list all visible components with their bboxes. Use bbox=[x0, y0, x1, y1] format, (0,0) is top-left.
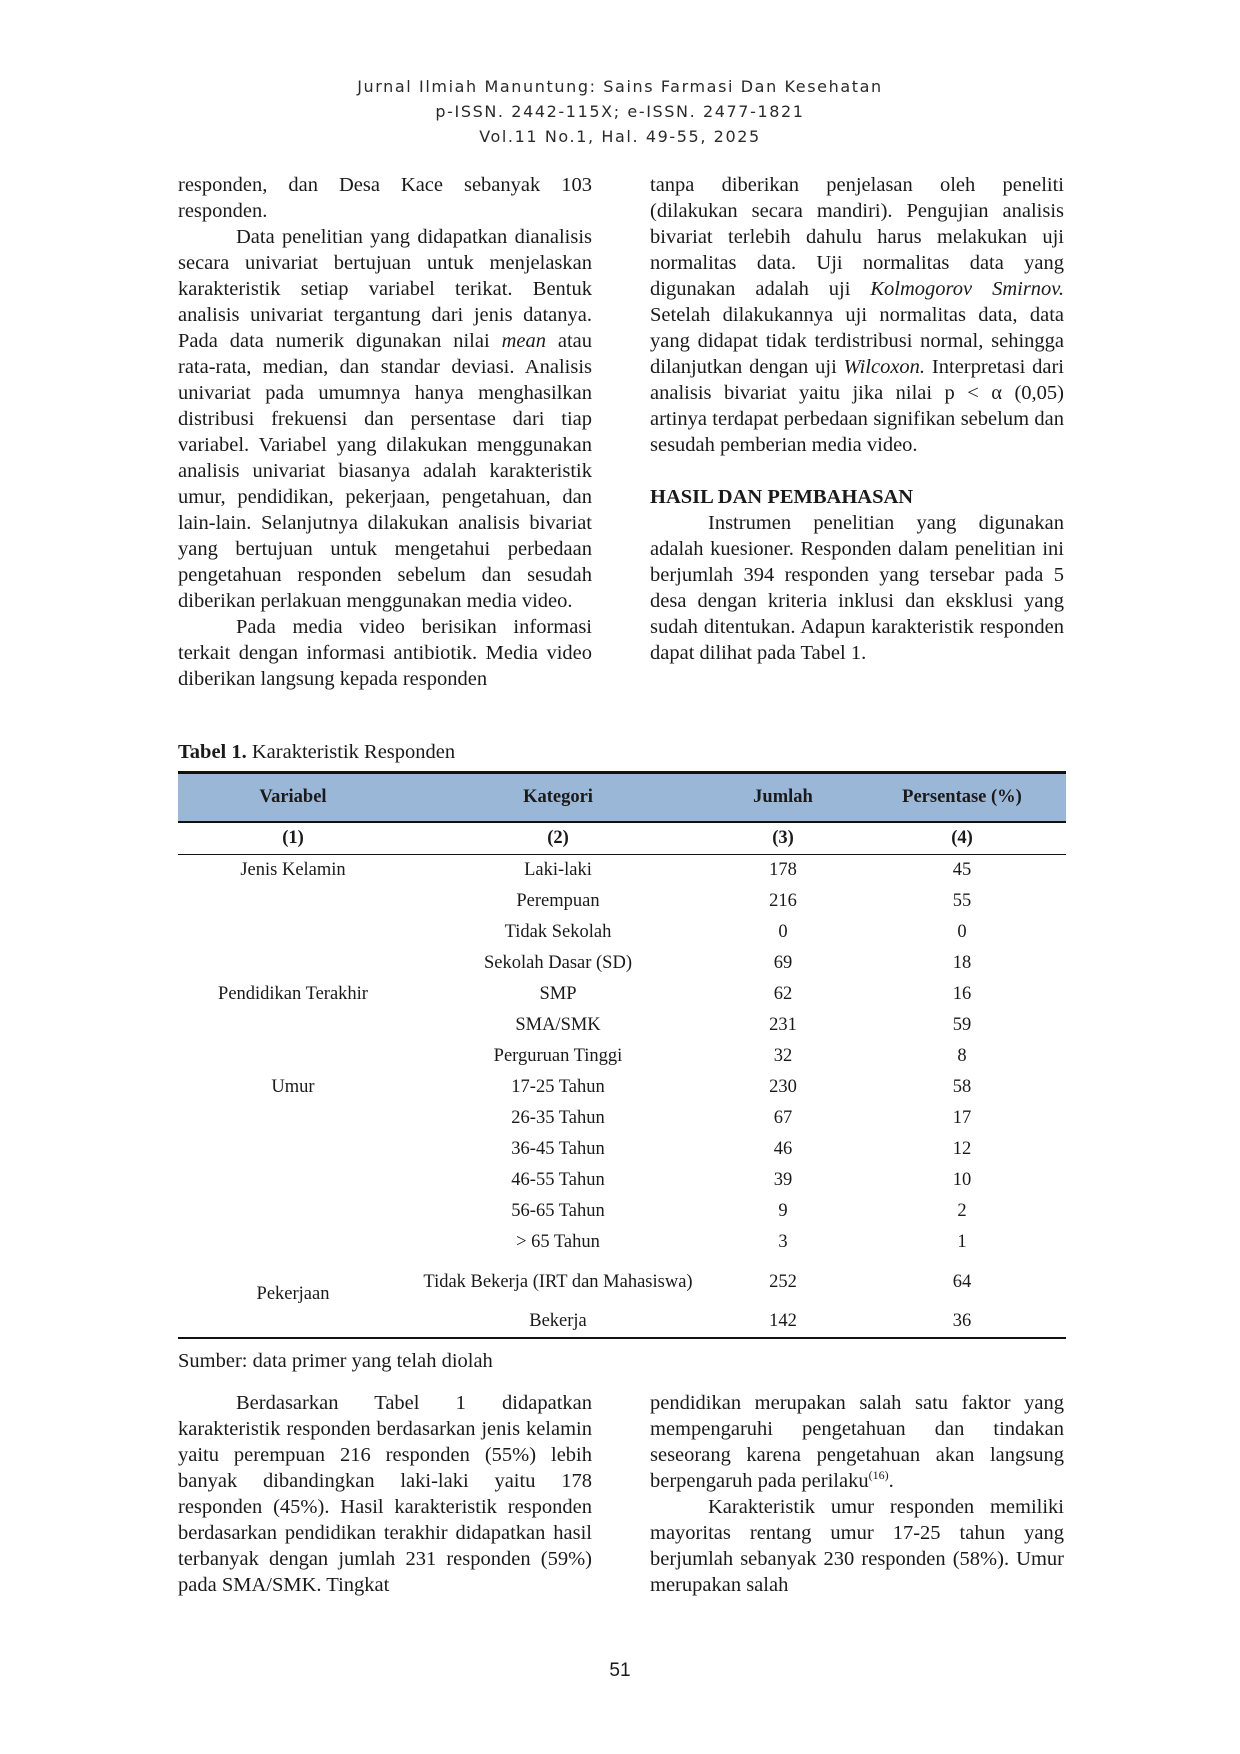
table-cell bbox=[178, 1103, 408, 1134]
paragraph: Pada media video berisikan informasi terkait dengan informasi antibiotik. Media video diberikan langsung kepada responden bbox=[178, 616, 592, 690]
table-caption bbox=[178, 741, 455, 764]
table-cell: 10 bbox=[952, 1170, 972, 1190]
table-cell: 9 bbox=[778, 1201, 788, 1221]
table-cell bbox=[178, 917, 408, 948]
table-column-number-row bbox=[178, 822, 1066, 855]
caption-text: Karakteristik Responden bbox=[246, 741, 456, 763]
table-header-row bbox=[178, 773, 1066, 823]
table-cell bbox=[178, 1227, 408, 1258]
table-cell: Pendidikan Terakhir bbox=[218, 984, 368, 1004]
table-cell: (2) bbox=[408, 822, 708, 855]
table-cell: 39 bbox=[773, 1170, 793, 1190]
table-cell: 36-45 Tahun bbox=[511, 1139, 605, 1159]
page-number: 51 bbox=[609, 1660, 631, 1681]
table-cell: 46-55 Tahun bbox=[511, 1170, 605, 1190]
table-cell: Perempuan bbox=[516, 891, 600, 911]
journal-title: Jurnal Ilmiah Manuntung: Sains Farmasi Dan Kesehatan bbox=[357, 77, 883, 96]
table-source: Sumber: data primer yang telah diolah bbox=[178, 1350, 493, 1372]
journal-volume: Vol.11 No.1, Hal. 49-55, 2025 bbox=[479, 127, 761, 146]
table-cell: Tidak Sekolah bbox=[504, 922, 612, 942]
table-cell bbox=[178, 1306, 408, 1338]
table-cell: 8 bbox=[957, 1046, 967, 1066]
table-cell: 216 bbox=[769, 891, 797, 911]
paragraph: Berdasarkan Tabel 1 didapatkan karakteristik responden berdasarkan jenis kelamin yaitu perempuan 216 responden (55%) lebih banyak dibandingkan laki-laki yaitu 178 responden (45%). Hasil karakteristik responden berdasarkan pendidikan terakhir didapatkan hasil terbanyak dengan jumlah 231 responden (59%) pada SMA/SMK. Tingkat bbox=[178, 1392, 592, 1596]
paragraph: responden, dan Desa Kace sebanyak 103 responden. bbox=[178, 174, 592, 222]
table-row bbox=[178, 917, 1066, 948]
table-row bbox=[178, 1103, 1066, 1134]
right-column-bottom bbox=[650, 1390, 1064, 1598]
text: Setelah dilakukannya uji normalitas data, data yang didapat tidak terdistribusi normal, sehingga dilanjutkan dengan uji bbox=[650, 304, 1064, 378]
table-cell bbox=[178, 1196, 408, 1227]
table-cell: 58 bbox=[952, 1077, 972, 1097]
table-cell: 2 bbox=[957, 1201, 967, 1221]
table-cell: 17-25 Tahun bbox=[511, 1077, 605, 1097]
table-cell: 32 bbox=[773, 1046, 793, 1066]
table-header-cell: Kategori bbox=[408, 773, 708, 823]
table-cell: Pekerjaan bbox=[256, 1284, 330, 1304]
table-header-cell: Persentase (%) bbox=[858, 773, 1066, 823]
citation: (16) bbox=[868, 1468, 889, 1483]
text: Data penelitian yang didapatkan dianalisis secara univariat bertujuan untuk menjelaskan karakteristik setiap variabel terikat. Bentuk analisis univariat tergantung dari jenis datanya. Pada data numerik digunakan nilai bbox=[178, 226, 592, 352]
paragraph bbox=[650, 172, 1064, 458]
text: atau rata-rata, median, dan standar deviasi. Analisis univariat pada umumnya hanya menghasilkan distribusi frekuensi dan persentase dari tiap variabel. Variabel yang dilakukan menggunakan analisis univariat biasanya adalah karakteristik umur, pendidikan, pekerjaan, pengetahuan, dan lain-lain. Selanjutnya dilakukan analisis bivariat yang bertujuan untuk mengetahui perbedaan pengetahuan responden sebelum dan sesudah diberikan perlakuan menggunakan media video. bbox=[178, 330, 592, 612]
table-cell: SMA/SMK bbox=[515, 1015, 601, 1035]
table-cell: SMP bbox=[539, 984, 577, 1004]
table-cell: 26-35 Tahun bbox=[511, 1108, 605, 1128]
table-cell: 59 bbox=[952, 1015, 972, 1035]
table-cell: Tidak Bekerja (IRT dan Mahasiswa) bbox=[423, 1271, 693, 1292]
paragraph: Karakteristik umur responden memiliki mayoritas rentang umur 17-25 tahun yang berjumlah sebanyak 230 responden (58%). Umur merupakan salah bbox=[650, 1496, 1064, 1596]
journal-issn: p-ISSN. 2442-115X; e-ISSN. 2477-1821 bbox=[435, 102, 805, 121]
paragraph: Instrumen penelitian yang digunakan adalah kuesioner. Responden dalam penelitian ini berjumlah 394 responden yang tersebar pada 5 desa dengan kriteria inklusi dan eksklusi yang sudah ditentukan. Adapun karakteristik responden dapat dilihat pada Tabel 1. bbox=[650, 512, 1064, 664]
table-cell: 67 bbox=[773, 1108, 793, 1128]
table-cell: 230 bbox=[769, 1077, 797, 1097]
table-row bbox=[178, 1072, 1066, 1103]
emphasis: mean bbox=[501, 330, 546, 352]
table-cell: 56-65 Tahun bbox=[511, 1201, 605, 1221]
table-header-cell: Jumlah bbox=[708, 773, 858, 823]
text: . bbox=[888, 1470, 894, 1492]
table-cell: 17 bbox=[952, 1108, 972, 1128]
table-row bbox=[178, 1010, 1066, 1041]
table-cell: 55 bbox=[952, 891, 972, 911]
table-header-cell: Variabel bbox=[178, 773, 408, 823]
characteristics-table bbox=[178, 771, 1066, 1339]
table-cell: 252 bbox=[769, 1271, 797, 1292]
left-column-top bbox=[178, 172, 592, 692]
table-cell: 12 bbox=[952, 1139, 972, 1159]
table-row bbox=[178, 1165, 1066, 1196]
table-cell: (1) bbox=[178, 822, 408, 855]
table-cell: Jenis Kelamin bbox=[240, 860, 346, 880]
table-row bbox=[178, 1041, 1066, 1072]
table-cell: 3 bbox=[778, 1232, 788, 1252]
table-cell: 69 bbox=[773, 953, 793, 973]
text: Interpretasi dari analisis bivariat yaitu jika nilai p < α (0,05) artinya terdapat perbedaan signifikan sebelum dan sesudah pemberian media video. bbox=[650, 356, 1064, 456]
table-cell: 178 bbox=[769, 860, 797, 880]
table-row bbox=[178, 1306, 1066, 1338]
table-cell bbox=[178, 1165, 408, 1196]
table-cell bbox=[178, 948, 408, 979]
table-cell: 231 bbox=[769, 1015, 797, 1035]
table-row bbox=[178, 855, 1066, 887]
table-cell bbox=[178, 1041, 408, 1072]
table-cell: (3) bbox=[708, 822, 858, 855]
journal-header bbox=[0, 74, 1240, 149]
text: pendidikan merupakan salah satu faktor yang mempengaruhi pengetahuan dan tindakan seseorang karena pengetahuan akan langsung berpengaruh pada perilaku bbox=[650, 1392, 1064, 1492]
table-cell: 46 bbox=[773, 1139, 793, 1159]
caption-label: Tabel 1. bbox=[178, 741, 247, 763]
right-column-top bbox=[650, 172, 1064, 666]
table-cell: > 65 Tahun bbox=[516, 1232, 600, 1252]
table-cell bbox=[178, 1010, 408, 1041]
table-row bbox=[178, 1196, 1066, 1227]
emphasis: Wilcoxon. bbox=[843, 356, 926, 378]
table-cell bbox=[178, 1134, 408, 1165]
table-cell: Umur bbox=[271, 1077, 315, 1097]
table-cell: Laki-laki bbox=[524, 860, 592, 880]
table-cell: 62 bbox=[773, 984, 793, 1004]
table-row bbox=[178, 1134, 1066, 1165]
table-row bbox=[178, 1258, 1066, 1306]
paragraph bbox=[178, 224, 592, 614]
section-heading: HASIL DAN PEMBAHASAN bbox=[650, 486, 914, 508]
table-row bbox=[178, 948, 1066, 979]
table-cell: 16 bbox=[952, 984, 972, 1004]
table-cell: (4) bbox=[858, 822, 1066, 855]
table-cell: 36 bbox=[858, 1306, 1066, 1338]
table-row bbox=[178, 1227, 1066, 1258]
table-cell bbox=[178, 886, 408, 917]
table-row bbox=[178, 886, 1066, 917]
table-cell: Bekerja bbox=[408, 1306, 708, 1338]
emphasis: Kolmogorov Smirnov. bbox=[870, 278, 1064, 300]
table-cell: 1 bbox=[957, 1232, 967, 1252]
table-cell: 18 bbox=[952, 953, 972, 973]
table-cell: 0 bbox=[957, 922, 967, 942]
table-row bbox=[178, 979, 1066, 1010]
left-column-bottom bbox=[178, 1390, 592, 1598]
text: tanpa diberikan penjelasan oleh peneliti (dilakukan secara mandiri). Pengujian analisis bivariat terlebih dahulu harus melakukan uji normalitas data. Uji normalitas data yang digunakan adalah uji bbox=[650, 174, 1064, 300]
table-cell: 0 bbox=[778, 922, 788, 942]
table-cell: 45 bbox=[952, 860, 972, 880]
table-cell: 64 bbox=[952, 1271, 972, 1292]
table-cell: Sekolah Dasar (SD) bbox=[484, 953, 632, 973]
paragraph bbox=[650, 1390, 1064, 1494]
table-cell: Perguruan Tinggi bbox=[493, 1046, 623, 1066]
table-cell: 142 bbox=[708, 1306, 858, 1338]
